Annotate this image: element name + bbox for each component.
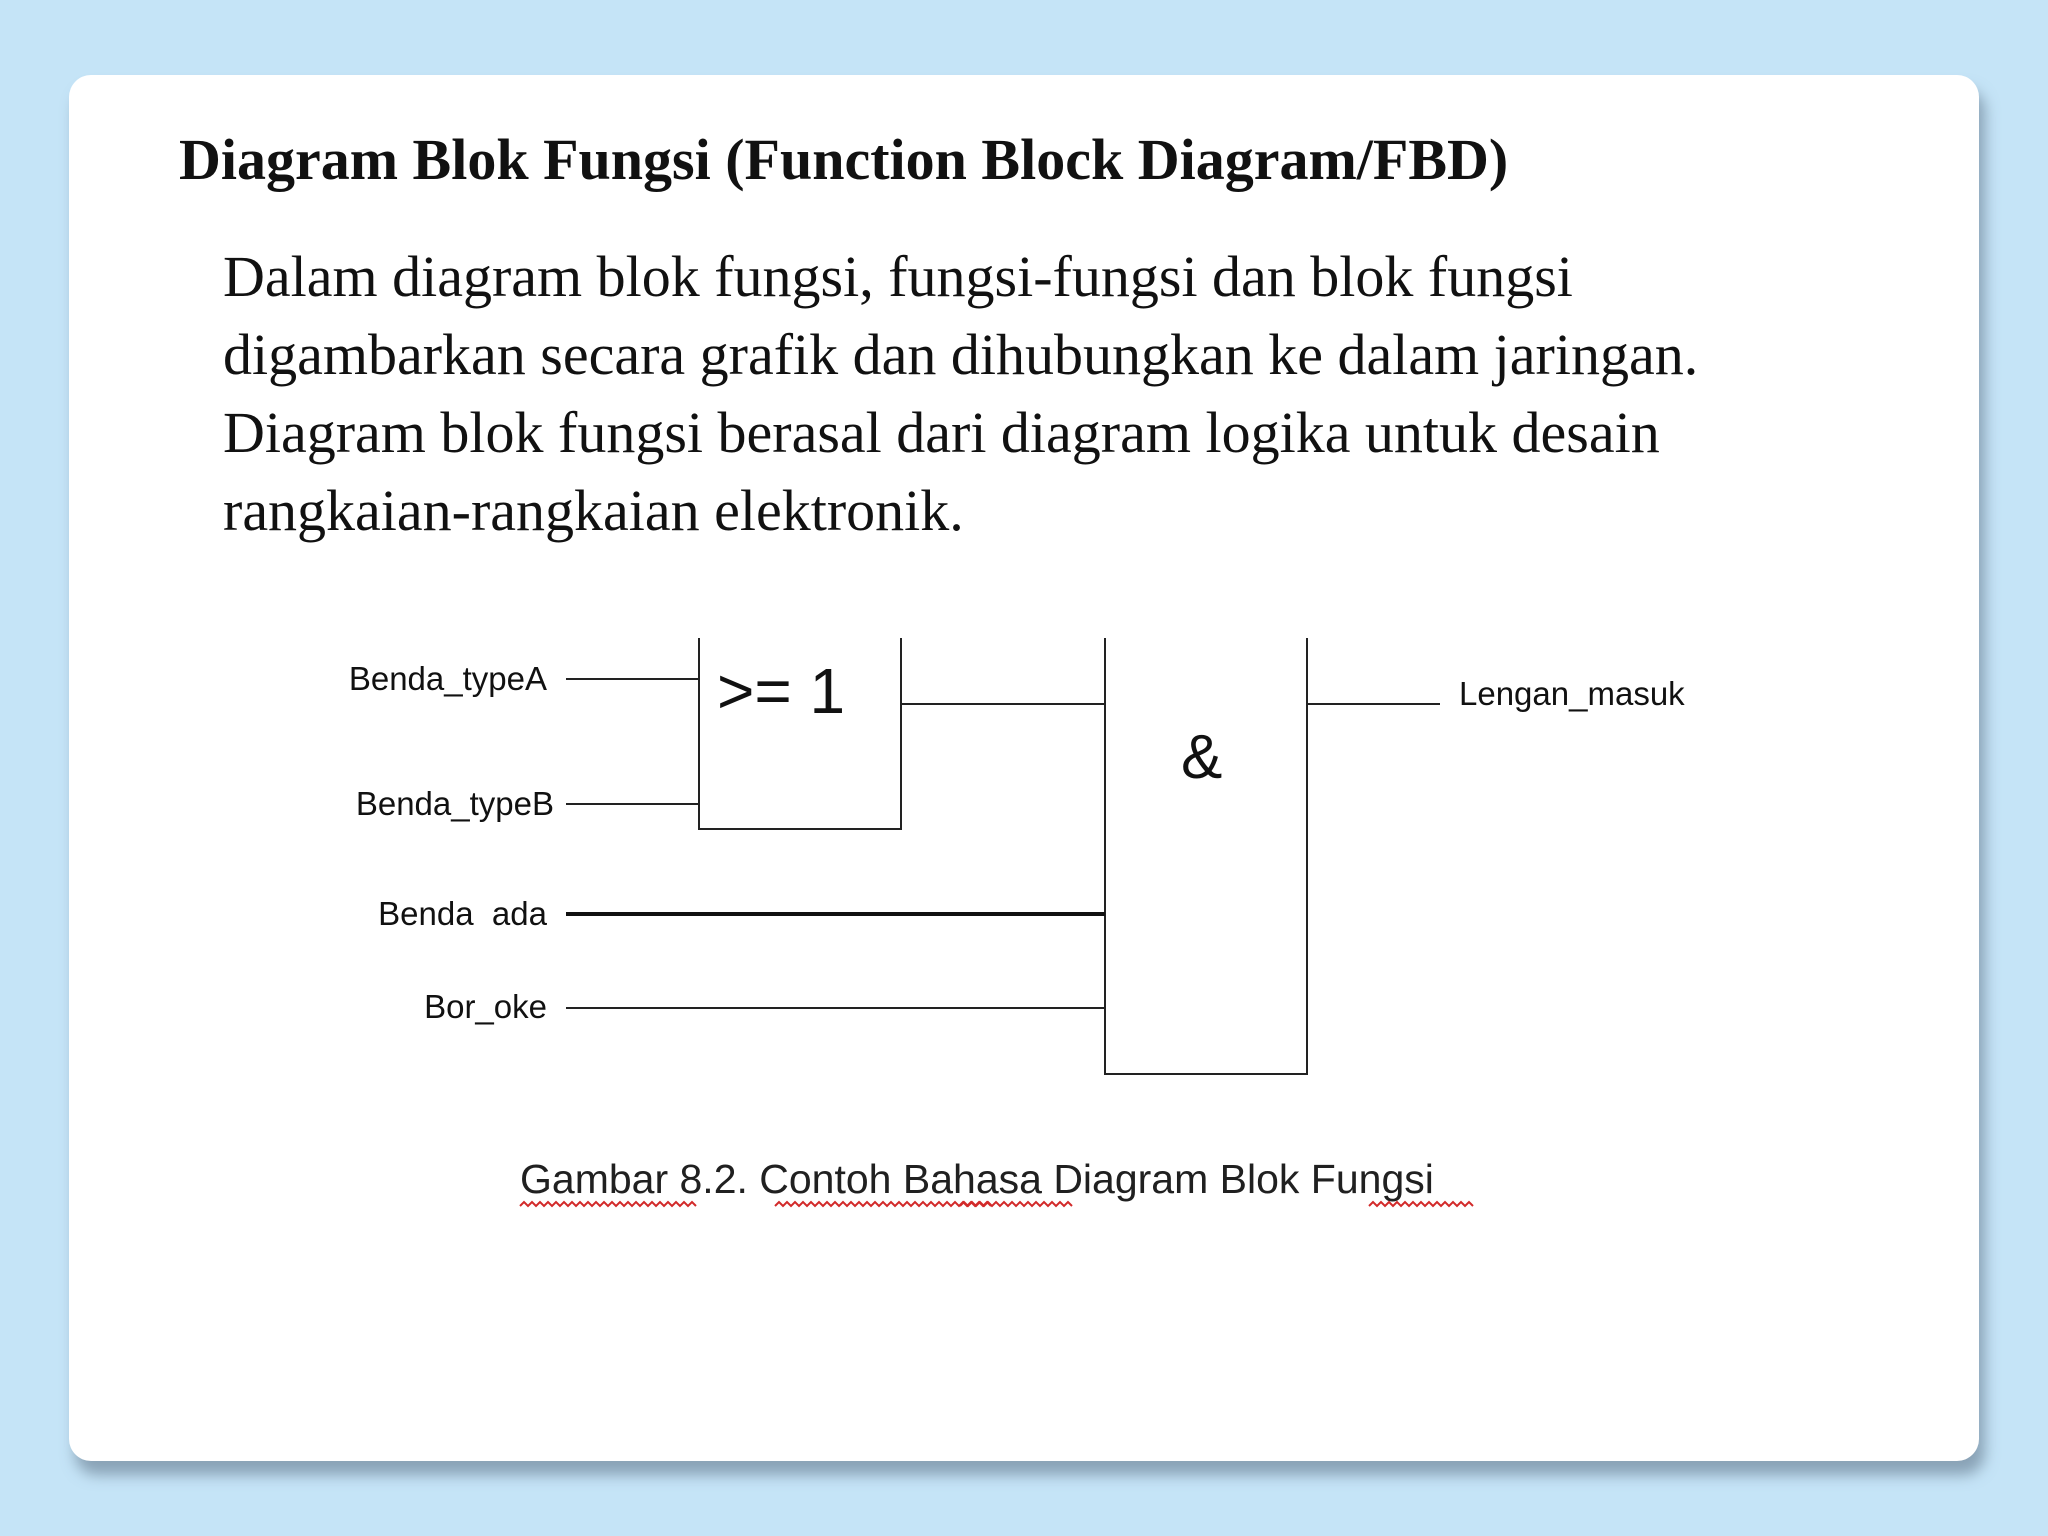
- input-label-benda-ada: Benda ada: [378, 895, 547, 932]
- body-line-2: digambarkan secara grafik dan dihubungkan ke dalam jaringan.: [223, 322, 1699, 387]
- slide-title: Diagram Blok Fungsi (Function Block Diagram/FBD): [179, 127, 1509, 192]
- body-line-1: Dalam diagram blok fungsi, fungsi-fungsi dan blok fungsi: [223, 244, 1573, 309]
- figure-caption: Gambar 8.2. Contoh Bahasa Diagram Blok Fungsi: [520, 1156, 1434, 1202]
- or-block-label: >= 1: [717, 655, 846, 727]
- spellcheck-underline-contoh: [775, 1202, 991, 1206]
- and-block: [1105, 638, 1307, 1074]
- input-label-benda-type-a: Benda_typeA: [348, 660, 547, 697]
- and-block-label: &: [1181, 723, 1223, 792]
- function-block-diagram: [69, 75, 1979, 1461]
- slide-card: [69, 75, 1979, 1461]
- spellcheck-underline-bahasa: [960, 1202, 1072, 1206]
- spellcheck-underline-gambar: [520, 1202, 696, 1206]
- spellcheck-underline-fungsi: [1369, 1202, 1473, 1206]
- body-line-4: rangkaian-rangkaian elektronik.: [223, 478, 964, 543]
- body-line-3: Diagram blok fungsi berasal dari diagram logika untuk desain: [223, 400, 1660, 465]
- input-label-benda-type-b: Benda_typeB: [355, 785, 554, 822]
- input-label-bor-oke: Bor_oke: [424, 988, 547, 1025]
- output-label-lengan-masuk: Lengan_masuk: [1459, 675, 1685, 712]
